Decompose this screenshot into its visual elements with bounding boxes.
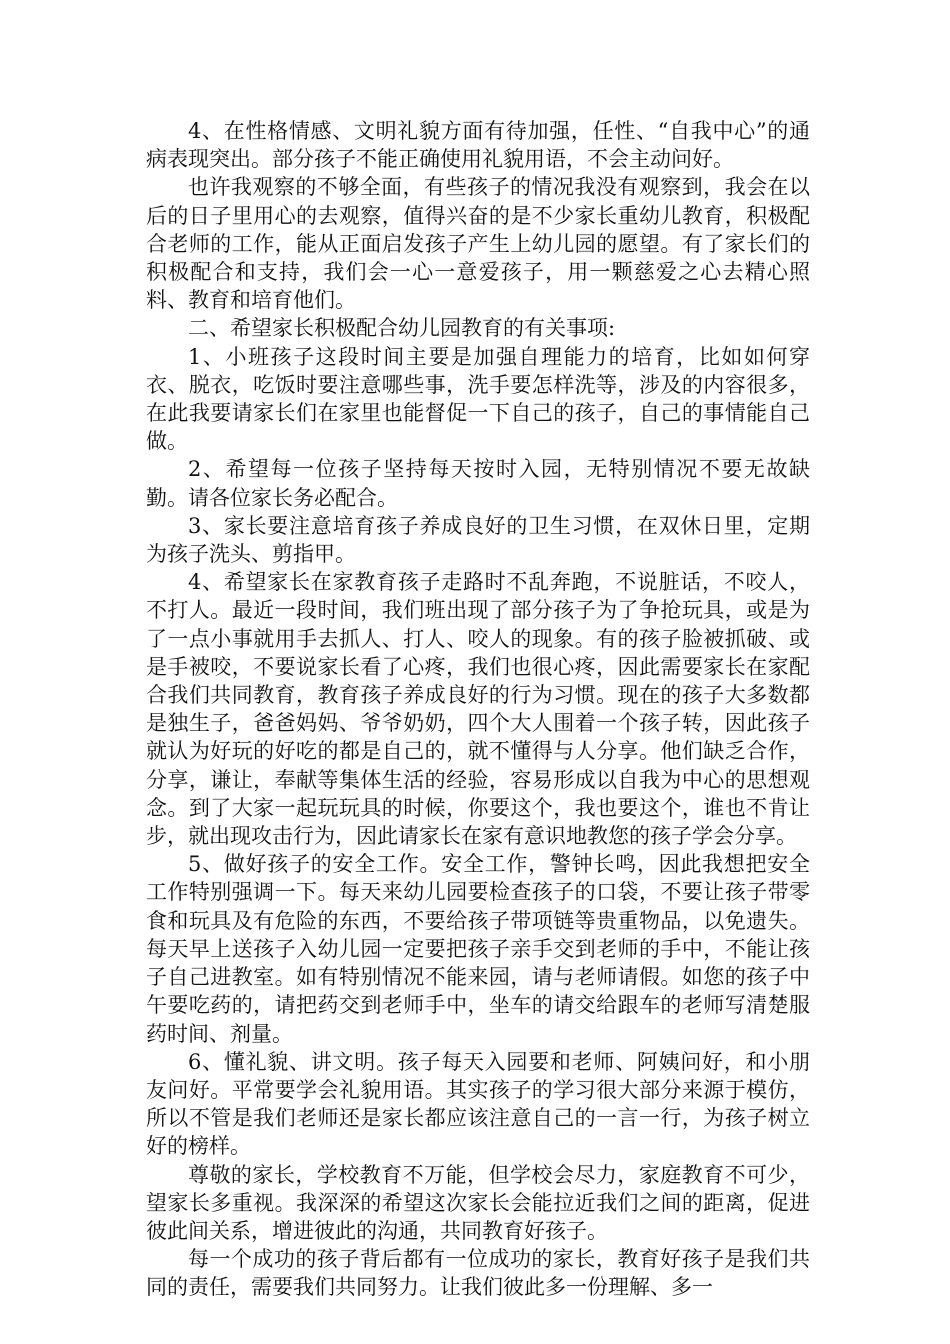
section-heading-parent-cooperation: 二、希望家长积极配合幼儿园教育的有关事项: xyxy=(188,316,616,341)
paragraph-dear-parents: 尊敬的家长，学校教育不万能，但学校会尽力，家庭教育不可少，望家长多重视。我深深的希望这次家长会能拉近我们之间的距离，促进彼此间关系，增进彼此的沟通，共同教育好孩子。 xyxy=(146,1162,810,1243)
paragraph-closing: 每一个成功的孩子背后都有一位成功的家长，教育好孩子是我们共同的责任，需要我们共同努力。让我们彼此多一份理解、多一 xyxy=(146,1247,810,1300)
paragraph-behavior: 4、希望家长在家教育孩子走路时不乱奔跑，不说脏话，不咬人，不打人。最近一段时间，我们班出现了部分孩子为了争抢玩具，或是为了一点小事就用手去抓人、打人、咬人的现象。有的孩子脸被抓破、或是手被咬，不要说家长看了心疼，我们也很心疼，因此需要家长在家配合我们共同教育，教育孩子养成良好的行为习惯。现在的孩子大多数都是独生子，爸爸妈妈、爷爷奶奶，四个大人围着一个孩子转，因此孩子就认为好玩的好吃的都是自己的，就不懂得与人分享。他们缺乏合作，分享，谦让，奉献等集体生活的经验，容易形成以自我为中心的思想观念。到了大家一起玩玩具的时候，你要这个，我也要这个，谁也不肯让步，就出现攻击行为，因此请家长在家有意识地教您的孩子学会分享。 xyxy=(146,570,810,849)
paragraph-hygiene: 3、家长要注意培育孩子养成良好的卫生习惯，在双休日里，定期为孩子洗头、剪指甲。 xyxy=(146,513,810,567)
paragraph-attendance: 2、希望每一位孩子坚持每天按时入园，无特别情况不要无故缺勤。请各位家长务必配合。 xyxy=(146,457,810,510)
paragraph-manners-issue: 4、在性格情感、文明礼貌方面有待加强，任性、“自我中心”的通病表现突出。部分孩子不能正确使用礼貌用语，不会主动问好。 xyxy=(146,119,810,172)
paragraph-courtesy: 6、懂礼貌、讲文明。孩子每天入园要和老师、阿姨问好，和小朋友问好。平常要学会礼貌用语。其实孩子的学习很大部分来源于模仿，所以不管是我们老师还是家长都应该注意自己的一言一行，为孩子树立好的榜样。 xyxy=(146,1049,810,1159)
paragraph-self-care: 1、小班孩子这段时间主要是加强自理能力的培育，比如如何穿衣、脱衣，吃饭时要注意哪些事，洗手要怎样洗等，涉及的内容很多，在此我要请家长们在家里也能督促一下自己的孩子，自己的事情能自己做。 xyxy=(146,344,810,454)
paragraph-safety: 5、做好孩子的安全工作。安全工作，警钟长鸣，因此我想把安全工作特别强调一下。每天来幼儿园要检查孩子的口袋，不要让孩子带零食和玩具及有危险的东西，不要给孩子带项链等贵重物品，以免遗失。每天早上送孩子入幼儿园一定要把孩子亲手交到老师的手中，不能让孩子自己进教室。如有特别情况不能来园，请与老师请假。如您的孩子中午要吃药的，请把药交到老师手中，坐车的请交给跟车的老师写清楚服药时间、剂量。 xyxy=(146,852,810,1046)
paragraph-observation: 也许我观察的不够全面，有些孩子的情况我没有观察到，我会在以后的日子里用心的去观察，值得兴奋的是不少家长重幼儿教育，积极配合老师的工作，能从正面启发孩子产生上幼儿园的愿望。有了家长们的积极配合和支持，我们会一心一意爱孩子，用一颗慈爱之心去精心照料、教育和培育他们。 xyxy=(146,175,810,313)
document-body xyxy=(146,117,810,1302)
